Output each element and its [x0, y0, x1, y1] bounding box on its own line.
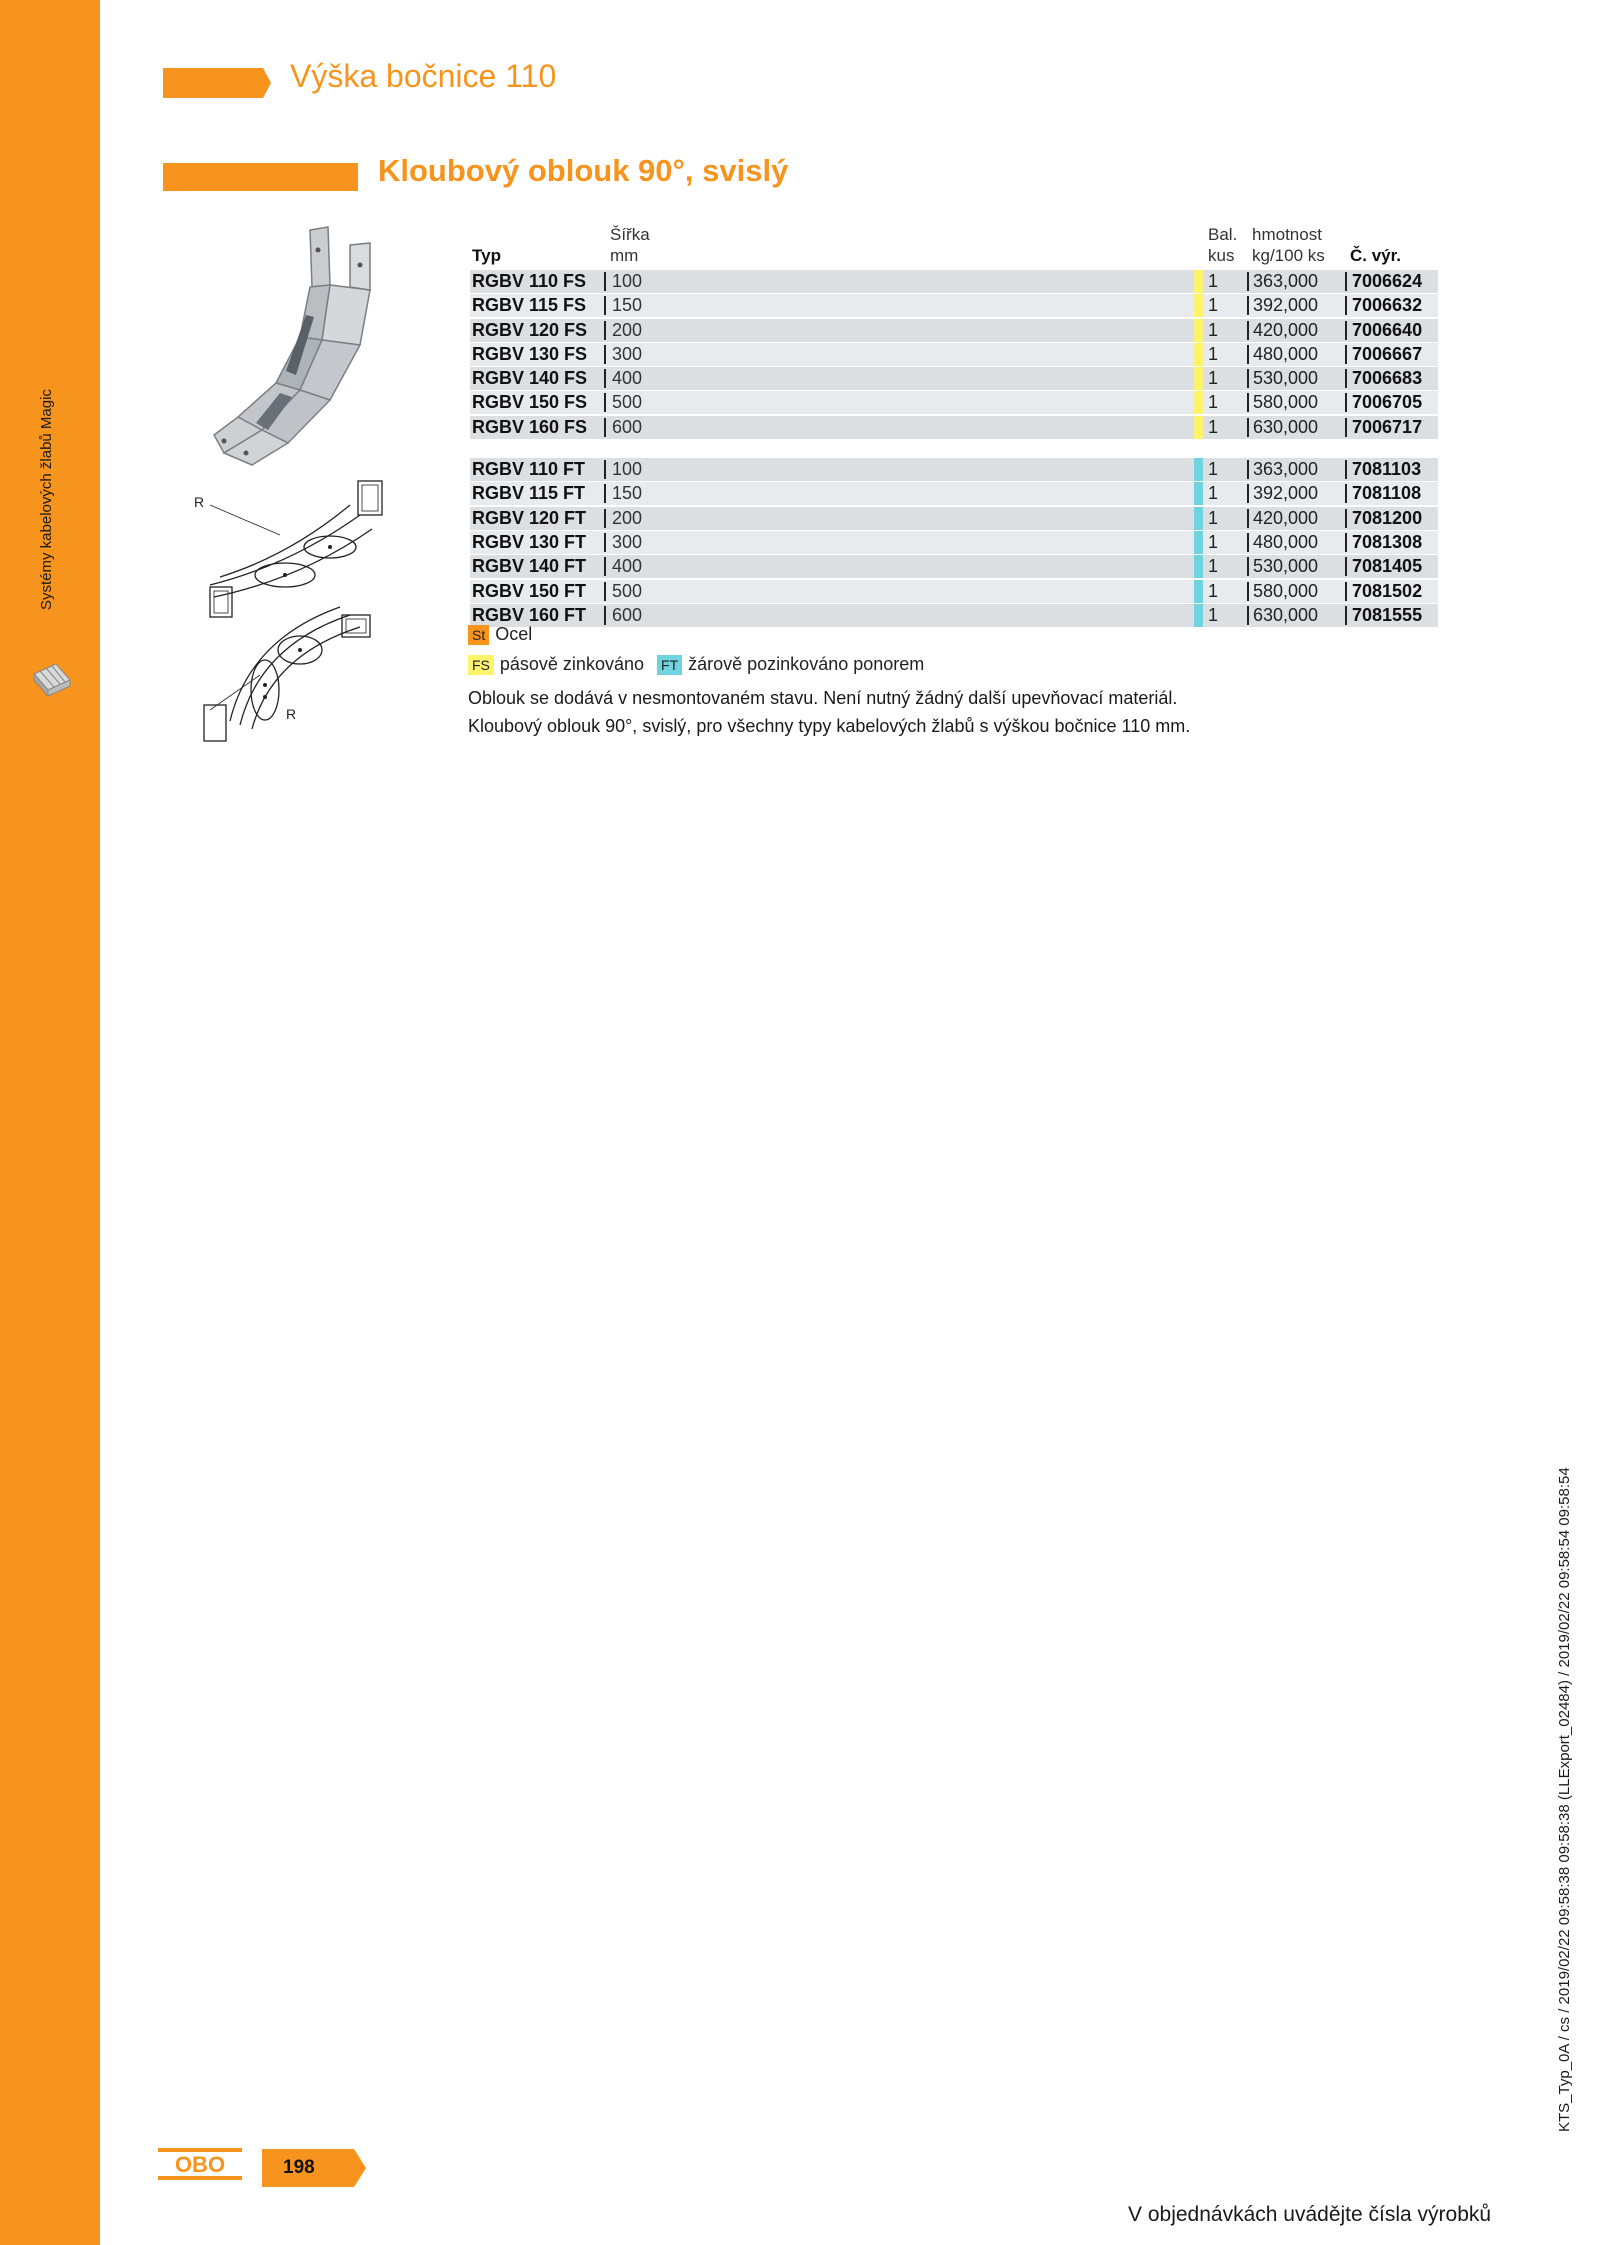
cell-divider	[604, 296, 606, 315]
material-badge: St	[468, 625, 489, 645]
cell-cislo: 7006717	[1352, 416, 1423, 437]
cell-hmotnost: 420,000	[1253, 319, 1319, 340]
cell-sirka: 200	[612, 507, 643, 528]
cell-divider	[1345, 484, 1347, 503]
table-row	[470, 555, 1438, 578]
cell-bal: 1	[1208, 556, 1219, 577]
product-photo	[210, 225, 400, 470]
header-hmotnost-unit: kg/100 ks	[1252, 246, 1325, 265]
product-tab-bar	[163, 163, 358, 191]
cell-sirka: 300	[612, 531, 643, 552]
finish-color-strip	[1194, 482, 1203, 505]
cell-sirka: 100	[612, 459, 643, 480]
cell-divider	[1247, 321, 1249, 340]
cell-bal: 1	[1208, 604, 1219, 625]
cell-divider	[604, 460, 606, 479]
cell-hmotnost: 392,000	[1253, 483, 1319, 504]
cell-divider	[1345, 460, 1347, 479]
cell-hmotnost: 363,000	[1253, 459, 1319, 480]
cell-divider	[1345, 418, 1347, 437]
cell-typ: RGBV 140 FS	[472, 368, 588, 389]
page-number: 198	[283, 2157, 315, 2178]
cell-hmotnost: 630,000	[1253, 604, 1319, 625]
cell-hmotnost: 630,000	[1253, 416, 1319, 437]
finish-color-strip	[1194, 416, 1203, 439]
cell-typ: RGBV 115 FS	[472, 295, 587, 316]
technical-drawing	[190, 475, 395, 745]
cell-divider	[604, 393, 606, 412]
table-row	[470, 319, 1438, 342]
cell-cislo: 7006683	[1352, 368, 1423, 389]
cell-bal: 1	[1208, 459, 1219, 480]
cell-cislo: 7081405	[1352, 556, 1423, 577]
cell-typ: RGBV 160 FS	[472, 416, 588, 437]
cell-divider	[1247, 393, 1249, 412]
finish-color-strip	[1194, 343, 1203, 366]
cell-bal: 1	[1208, 343, 1219, 364]
table-row	[470, 294, 1438, 317]
cell-cislo: 7081308	[1352, 531, 1423, 552]
cell-divider	[604, 557, 606, 576]
cell-cislo: 7081502	[1352, 580, 1423, 601]
radius-label-bottom: R	[286, 706, 297, 722]
description-line-1: Oblouk se dodává v nesmontovaném stavu. Není nutný žádný další upevňovací materiál.	[468, 688, 1178, 708]
finish-color-strip	[1194, 531, 1203, 554]
cell-typ: RGBV 160 FT	[472, 604, 587, 625]
cell-hmotnost: 530,000	[1253, 556, 1319, 577]
cell-divider	[1345, 557, 1347, 576]
product-title: Kloubový oblouk 90°, svislý	[378, 153, 789, 188]
group-spacer	[470, 440, 1438, 458]
finish-ft-label: žárově pozinkováno ponorem	[688, 654, 925, 674]
cable-tray-icon	[30, 660, 74, 704]
cell-divider	[604, 509, 606, 528]
cell-typ: RGBV 110 FT	[472, 459, 586, 480]
header-bal: Bal.	[1208, 225, 1238, 244]
cell-typ: RGBV 110 FS	[472, 271, 587, 291]
cell-sirka: 400	[612, 556, 643, 577]
finish-color-strip	[1194, 555, 1203, 578]
cell-hmotnost: 480,000	[1253, 343, 1319, 364]
cell-hmotnost: 530,000	[1253, 368, 1319, 389]
cell-bal: 1	[1208, 295, 1219, 316]
cell-divider	[1247, 345, 1249, 364]
cell-divider	[604, 582, 606, 601]
obo-logo-text: OBO	[174, 2152, 226, 2177]
header-cislo: Č. výr.	[1350, 246, 1402, 265]
cell-divider	[1247, 418, 1249, 437]
table-row	[470, 270, 1438, 293]
cell-divider	[1345, 321, 1347, 340]
cell-cislo: 7081555	[1352, 604, 1423, 625]
material-label: Ocel	[495, 624, 533, 644]
cell-divider	[604, 484, 606, 503]
finish-ft-badge: FT	[657, 655, 682, 675]
finish-color-strip	[1194, 507, 1203, 530]
cell-divider	[1345, 345, 1347, 364]
finish-fs-badge: FS	[468, 655, 494, 675]
cell-sirka: 500	[612, 392, 643, 413]
cell-sirka: 100	[612, 271, 643, 291]
cell-typ: RGBV 120 FS	[472, 319, 588, 340]
finish-color-strip	[1194, 580, 1203, 603]
cell-hmotnost: 420,000	[1253, 507, 1319, 528]
cell-hmotnost: 392,000	[1253, 295, 1319, 316]
finish-color-strip	[1194, 294, 1203, 317]
cell-typ: RGBV 115 FT	[472, 483, 586, 504]
cell-bal: 1	[1208, 416, 1219, 437]
section-tab-arrow	[163, 68, 271, 98]
cell-typ: RGBV 130 FT	[472, 531, 587, 552]
export-info: KTS_Typ_0A / cs / 2019/02/22 09:58:38 09:58:38 (LLExport_02484) / 2019/02/22 09:58:54 09:58:54	[1556, 1467, 1573, 2132]
cell-sirka: 600	[612, 416, 643, 437]
cell-cislo: 7081200	[1352, 507, 1423, 528]
finish-color-strip	[1194, 319, 1203, 342]
table-row	[470, 367, 1438, 390]
cell-cislo: 7006705	[1352, 392, 1423, 413]
table-row	[470, 531, 1438, 554]
cell-divider	[604, 345, 606, 364]
cell-divider	[604, 369, 606, 388]
header-hmotnost: hmotnost	[1252, 225, 1322, 244]
footer-note: V objednávkách uvádějte čísla výrobků	[1128, 2203, 1492, 2226]
cell-divider	[604, 418, 606, 437]
cell-sirka: 500	[612, 580, 643, 601]
cell-divider	[604, 533, 606, 552]
cell-cislo: 7006624	[1352, 271, 1423, 291]
cell-divider	[1345, 393, 1347, 412]
header-typ: Typ	[472, 246, 501, 265]
table-row	[470, 580, 1438, 603]
table-row	[470, 343, 1438, 366]
cell-sirka: 300	[612, 343, 643, 364]
cell-divider	[1247, 606, 1249, 625]
cell-divider	[1247, 557, 1249, 576]
cell-cislo: 7006667	[1352, 343, 1423, 364]
cell-divider	[1345, 369, 1347, 388]
table-row	[470, 416, 1438, 439]
cell-hmotnost: 363,000	[1253, 271, 1319, 291]
cell-typ: RGBV 150 FS	[472, 392, 588, 413]
product-table	[470, 270, 1438, 628]
table-row	[470, 507, 1438, 530]
cell-cislo: 7081103	[1352, 459, 1422, 480]
cell-divider	[1345, 272, 1347, 291]
table-row	[470, 482, 1438, 505]
cell-divider	[604, 272, 606, 291]
table-row	[470, 458, 1438, 481]
cell-cislo: 7081108	[1352, 483, 1422, 504]
cell-typ: RGBV 140 FT	[472, 556, 587, 577]
header-bal-unit: kus	[1208, 246, 1235, 265]
cell-divider	[1345, 582, 1347, 601]
cell-divider	[1247, 509, 1249, 528]
cell-bal: 1	[1208, 531, 1219, 552]
cell-hmotnost: 480,000	[1253, 531, 1319, 552]
radius-label-top: R	[194, 494, 205, 510]
cell-divider	[1247, 533, 1249, 552]
cell-bal: 1	[1208, 507, 1219, 528]
sidebar	[0, 0, 100, 2245]
cell-divider	[1247, 460, 1249, 479]
cell-divider	[1345, 509, 1347, 528]
cell-bal: 1	[1208, 580, 1219, 601]
cell-cislo: 7006632	[1352, 295, 1423, 316]
cell-typ: RGBV 130 FS	[472, 343, 588, 364]
cell-typ: RGBV 150 FT	[472, 580, 587, 601]
cell-divider	[1345, 606, 1347, 625]
finish-color-strip	[1194, 458, 1203, 481]
cell-divider	[1247, 296, 1249, 315]
cell-bal: 1	[1208, 483, 1219, 504]
cell-divider	[1345, 296, 1347, 315]
cell-sirka: 200	[612, 319, 643, 340]
cell-sirka: 600	[612, 604, 643, 625]
legend-material	[468, 624, 532, 645]
cell-sirka: 150	[612, 295, 643, 316]
cell-hmotnost: 580,000	[1253, 392, 1319, 413]
cell-hmotnost: 580,000	[1253, 580, 1319, 601]
cell-divider	[1247, 272, 1249, 291]
finish-color-strip	[1194, 604, 1203, 627]
header-sirka: Šířka	[610, 225, 650, 244]
cell-sirka: 400	[612, 368, 643, 389]
finish-color-strip	[1194, 391, 1203, 414]
table-row	[470, 391, 1438, 414]
cell-bal: 1	[1208, 392, 1219, 413]
obo-logo	[158, 2148, 242, 2180]
section-title: Výška bočnice 110	[290, 58, 557, 94]
cell-bal: 1	[1208, 319, 1219, 340]
header-sirka-unit: mm	[610, 246, 639, 265]
sidebar-category-label: Systémy kabelových žlabů Magic	[38, 389, 55, 610]
cell-divider	[1247, 582, 1249, 601]
table-row	[470, 604, 1438, 627]
legend-finishes	[468, 654, 924, 675]
cell-divider	[1247, 484, 1249, 503]
cell-sirka: 150	[612, 483, 643, 504]
cell-bal: 1	[1208, 368, 1219, 389]
cell-divider	[604, 606, 606, 625]
cell-divider	[1247, 369, 1249, 388]
finish-color-strip	[1194, 367, 1203, 390]
cell-divider	[1345, 533, 1347, 552]
cell-bal: 1	[1208, 271, 1219, 291]
description-line-2: Kloubový oblouk 90°, svislý, pro všechny typy kabelových žlabů s výškou bočnice 110 mm.	[468, 716, 1191, 736]
cell-typ: RGBV 120 FT	[472, 507, 587, 528]
finish-color-strip	[1194, 270, 1203, 293]
finish-fs-label: pásově zinkováno	[499, 654, 644, 674]
cell-cislo: 7006640	[1352, 319, 1423, 340]
cell-divider	[604, 321, 606, 340]
